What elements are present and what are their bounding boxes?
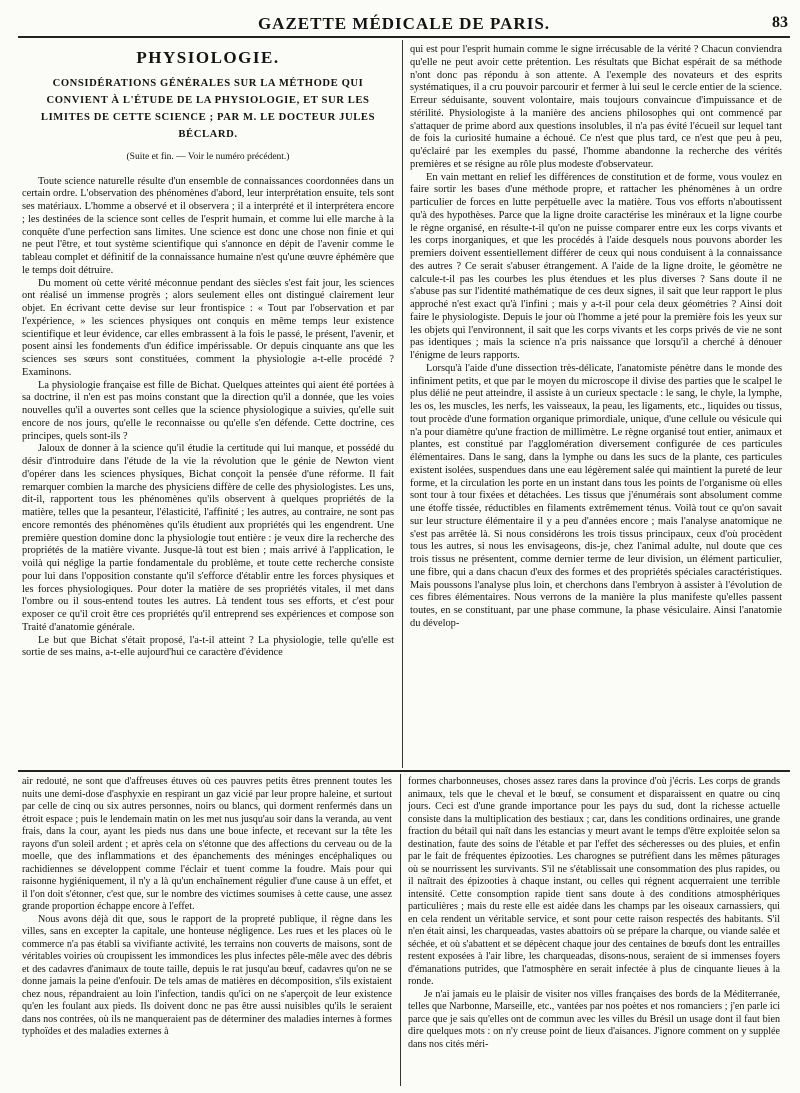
column-left-top [22, 44, 394, 766]
section-rule [18, 770, 790, 772]
running-head [18, 10, 790, 36]
paragraph: Nous avons déjà dit que, sous le rapport de la propreté publique, il règne dans les villes, sans en excepter la capitale, une honteuse négligence. Les rues et les places où le commerce n'a pas établi sa vivifiante activité, les terrains non couverts de maisons, sont de véritables voiries où croupissent les immondices les plus infectes pêle-mêle avec des débris et des cadavres d'animaux de toute taille, depuis le rat jusqu'au bœuf, cadavres qu'on ne se donne jamais la peine d'enfouir. De tels amas de matières en décomposition, s'ils existaient chez nous, répandraient au loin l'infection, tandis qu'ici on ne s'aperçoit de leur existence qu'en les foulant aux pieds. Ils doivent donc ne pas être aussi nuisibles qu'ils le seraient dans nos contrées, où ils ne manqueraient pas de déterminer des maladies internes à formes typhoïdes et des maladies externes à [22, 913, 392, 1037]
article-title: CONSIDÉRATIONS GÉNÉRALES SUR LA MÉTHODE QUI CONVIENT À L'ÉTUDE DE LA PHYSIOLOGIE, ET SUR LES LIMITES DE CETTE SCIENCE ; PAR M. LE DOCTEUR JULES BÉCLARD. [40, 77, 376, 140]
section-title: PHYSIOLOGIE. [136, 48, 280, 67]
header-rule [18, 36, 790, 38]
paragraph: Toute science naturelle résulte d'un ensemble de connaissances coordonnées dans un certain ordre. L'observation des phénomènes d'abord, leur interprétation ensuite, tels sont ses matériaux. L'homme a observé et il observera ; il a interprété et il interprétera encore ; les destinées de la science sont celles de l'esprit humain, et comme lui elle marche à la conquête d'une perfection sans limites. Une science est donc une chose non finie et qui ne peut l'être, et tout système scientifique qui s'annonce en dépit de l'avenir comme le tableau complet et définitif de la connaissance humaine n'est qu'une œuvre éphémère que le temps doit détruire. [22, 175, 394, 276]
column-left-bottom [22, 776, 392, 1088]
paragraph: formes charbonneuses, choses assez rares dans la province d'où j'écris. Les corps de grands animaux, tels que le cheval et le bœuf, se consument et disparaissent en quatre ou cinq jours. Ceci est d'une grande importance pour les pays du sud, dont la richesse actuelle consiste dans la multiplication des bestiaux ; car, dans les conditions ordinaires, une grande fraction du bétail qui naît dans les estancias y meurt avant le temps d'être exploitée selon sa destination, faute des soins de l'étable et par l'effet des sécheresses ou des pluies, et enfin par le fait de fréquentes épizooties. Les charognes se putréfient dans les mêmes pâturages où se nourrissent les survivants. S'il ne s'établissait une consommation des plus rapides, ou il naîtrait des épizooties à chaque instant, ou celles qui régnent acquerraient une terrible intensité. Cette consomption rapide tient sans doute à des conditions atmosphériques particulières ; mais du reste elle est aidée dans les champs par les oiseaux carnassiers, qui en cela rendent un véritable service, et sont pour cette raison respectés des habitants. S'il n'en était ainsi, les charqueadas, vastes abattoirs où se prépare la charque, ou viande salée et séchée, et où s'abattent et se dépècent chaque jour des centaines de bœufs dont les entrailles restent exposées à l'air libre, les charqueadas, disons-nous, seraient de si immenses foyers d'émanations putrides, que l'atmosphère en serait infectée à plus de cinquante lieues à la ronde. [408, 776, 780, 987]
paragraph: Du moment où cette vérité méconnue pendant des siècles s'est fait jour, les sciences ont réalisé un immense progrès ; alors seulement elles ont distingué clairement leur objet. En écrivant cette devise sur leur frontispice : « Tout par l'observation et par l'expérience, » les sciences physiques ont conquis en même temps leur existence scientifique et leur évidence, car elles embrassent à la fois le passé, le présent, l'avenir, et posent ainsi les fondements d'un édifice impérissable. Or depuis cinquante ans que les sciences ses sœurs sont constituées, comment la physiologie a-t-elle procédé ? Examinons. [22, 277, 394, 378]
column-separator-bottom [400, 774, 401, 1086]
paragraph: air redouté, ne sont que d'affreuses étuves où ces pauvres petits êtres prennent toutes les nuits une demi-dose d'asphyxie en respirant un gaz vicié par leur propre haleine, et surtout par celle de cinq ou six autres personnes, noirs ou blancs, qui dorment renfermés dans un étroit espace ; puis le lendemain matin on les met nus jusqu'au soir dans la veranda, au vent frais, dans la cour, ayant les pieds nus dans une boue infecte, et recevant sur la tête les rayons d'un soleil ardent ; et après cela on s'étonne que des affections du cerveau ou de la moelle, que des inflammations et des épanchements des méninges encéphaliques ou rachidiennes se développent comme l'éclair et tuent comme la foudre. Mais pour qui raisonne hygiéniquement, il n'y a là qu'un enchaînement régulier d'une cause à un effet, et il l'on doit s'étonner, c'est que, sur le nombre des victimes soumises à cette cause, une assez grande proportion échappe encore à l'effet. [22, 776, 392, 912]
paragraph: Jaloux de donner à la science qu'il étudie la certitude qui lui manque, et possédé du désir d'introduire dans l'étude de la vie la révolution que le génie de Newton vient d'opérer dans les sciences physiques, Bichat conçoit la pensée d'une réforme. Il fait remarquer combien la marche des physiciens diffère de celle des physiologistes. Les uns, dit-il, rapportent tous les phénomènes qu'ils observent à quelques propriétés de la matière, telles que la pesanteur, l'élasticité, l'affinité ; les autres, au contraire, ne sont pas encore remontés des phénomènes qu'ils étudient aux propriétés qui les engendrent. Une première question domine donc la physiologie tout entière : je veux dire la recherche des propriétés de la matière vivante. Jusque-là tout est bien ; mais arrivé à l'application, le voilà qui néglige la partie fondamentale du problème, et toute cette recherche consiste pour lui dans l'opposition constante qu'il s'efforce d'établir entre les forces physiques et les forces physiologiques. Pour doter la matière de ses propriétés vitales, il met dans l'ombre ou il sous-entend toutes les autres. Là tendent tous ses efforts, et c'est pour exposer ce qu'il croit être ces propriétés qu'il entreprend ses expériences et compose son Traité d'anatomie générale. [22, 443, 394, 633]
paragraph: Lorsqu'à l'aide d'une dissection très-délicate, l'anatomiste pénètre dans le monde des infiniment petits, et que par le moyen du microscope il divise des parties que le scalpel le plus délié ne peut atteindre, il assiste à un curieux spectacle : le sang, le chyle, la lymphe, les os, les muscles, les nerfs, les vaisseaux, la peau, les ligaments, etc., liquides ou tissus, tout procède d'une formation organique primordiale, unique, d'une cellule ou vésicule qui n'a pour diamètre qu'une fraction de millimètre. Le règne organisé tout entier, animaux et plantes, est constitué par l'agglomération diversement configurée de ces particules élémentaires. Dans le sang, dans la lymphe ou dans les sucs de la plante, ces particules existent isolées, suspendues dans une eau légèrement salée qui maintient la pureté de leur forme, et la circulation les porte en un instant dans tous les points de l'organisme où elles sont tour à tour fixées et détachées. Les tissus que j'énumérais sont absolument comme une étoffe tissée, réductibles en filaments extrêmement ténus. Voilà tout ce qu'on savait sur leur structure élémentaire il y a peu d'années encore ; mais l'analyse anatomique ne s'est pas arrêtée là. Si nous considérons les trois tissus principaux, ceux d'où procèdent tous les autres, si nous les envisageons, dis-je, chez l'animal adulte, nul doute que ces trois tissus ne présentent, comme dernier terme de leur division, un élément particulier, une fibre, qui a dans chacun d'eux des formes et des propriétés spéciales caractéristiques. Mais poussons l'analyse plus loin, et cherchons dans l'embryon à assister à l'évolution de ces fibres élémentaires. Nous verrons de la manière la plus manifeste qu'elles passent toutes, en se constituant, par une phase commune, la phase vésiculaire. Ainsi l'anatomie du dévelop- [410, 362, 782, 629]
column-right-bottom [408, 776, 780, 1088]
paragraph: qui est pour l'esprit humain comme le signe irrécusable de la vérité ? Chacun conviendra qu'elle ne peut avoir cette prétention. Les résultats que Bichat espérait de sa méthode n'ont donc pas répondu à son attente. A l'exemple des novateurs et des esprits systématiques, il a cru pouvoir parcourir et fermer à lui seul le cercle entier de la science. Erreur séduisante, souvent volontaire, mais toujours convaincue d'impuissance et de stérilité. Physiologiste à la manière des anciens philosophes qui ont commencé par s'attaquer de prime abord aux questions insolubles, il n'a pas évité l'écueil sur lequel tant de fois la curiosité humaine a échoué. Ce n'est que plus tard, ce n'est que peu à peu, qu'éclairé par les exemples du passé, l'homme abandonne la recherche des vérités premières et se résigne au rôle plus modeste d'observateur. [410, 44, 782, 170]
continued-note: (Suite et fin. — Voir le numéro précédent.) [126, 151, 290, 162]
running-title: GAZETTE MÉDICALE DE PARIS. [257, 14, 551, 33]
column-right-top [410, 44, 782, 766]
paragraph: En vain mettant en relief les différences de constitution et de forme, vous voulez en faire sortir les bases d'une méthode propre, et rattacher les phénomènes à un ordre particulier de forces en lutte perpétuelle avec la matière. Tous vos efforts n'aboutissent qu'à des hypothèses. Parce que la ligne droite caractérise les minéraux et la ligne courbe le règne organisé, en résulte-t-il qu'on ne puisse comparer entre eux les corps vivants et les corps inorganiques, et que les procédés à l'aide desquels nous pouvons aborder les premiers doivent essentiellement différer de ceux qui nous conduisent à la connaissance des autres ? Ce serait s'abuser étrangement. A l'aide de la ligne droite, le géomètre ne calcule-t-il pas les courbes les plus étendues et les plus diverses ? Sans doute il ne s'abuse pas sur l'identité mathématique de ces deux signes, il sait que leur rapport le plus approché n'est exact qu'à l'infini ; mais y a-t-il pour cela deux géométries ? Ainsi doit faire le physiologiste. Depuis le jour où l'homme a jeté pour la première fois les yeux sur les objets qui l'environnent, il sait que les corps vivants et les corps privés de vie ne sont pas identiques ; mais la science n'a pris naissance que lorsqu'il a cherché à dénouer l'énigme de leurs rapports. [410, 171, 782, 361]
page-number: 83 [772, 14, 788, 31]
paragraph: Le but que Bichat s'était proposé, l'a-t-il atteint ? La physiologie, telle qu'elle est sortie de ses mains, a-t-elle aujourd'hui ce caractère d'évidence [22, 634, 394, 659]
column-separator-top [402, 40, 403, 768]
paragraph: Je n'ai jamais eu le plaisir de visiter nos villes françaises des bords de la Méditerranée, telles que Narbonne, Marseille, etc., vantées par nos poètes et nos romanciers ; j'en parle ici parce que je sais qu'elles ont de commun avec les villes du Brésil un usage dont il faut bien dire quelques mots : on n'y creuse point de lieux d'aisances. J'ignore comment on y supplée dans nos cités méri- [408, 988, 780, 1050]
paragraph: La physiologie française est fille de Bichat. Quelques atteintes qui aient été portées à sa doctrine, il n'en est pas moins constant que la direction qu'il a donnée, que les voies nouvelles qu'il a ouvertes sont celles que la science physiologique a suivies, qu'elle suit encore de nos jours, qu'elle le reconnaisse ou qu'elle s'en défende. Cette doctrine, ces principes, quels sont-ils ? [22, 379, 394, 442]
